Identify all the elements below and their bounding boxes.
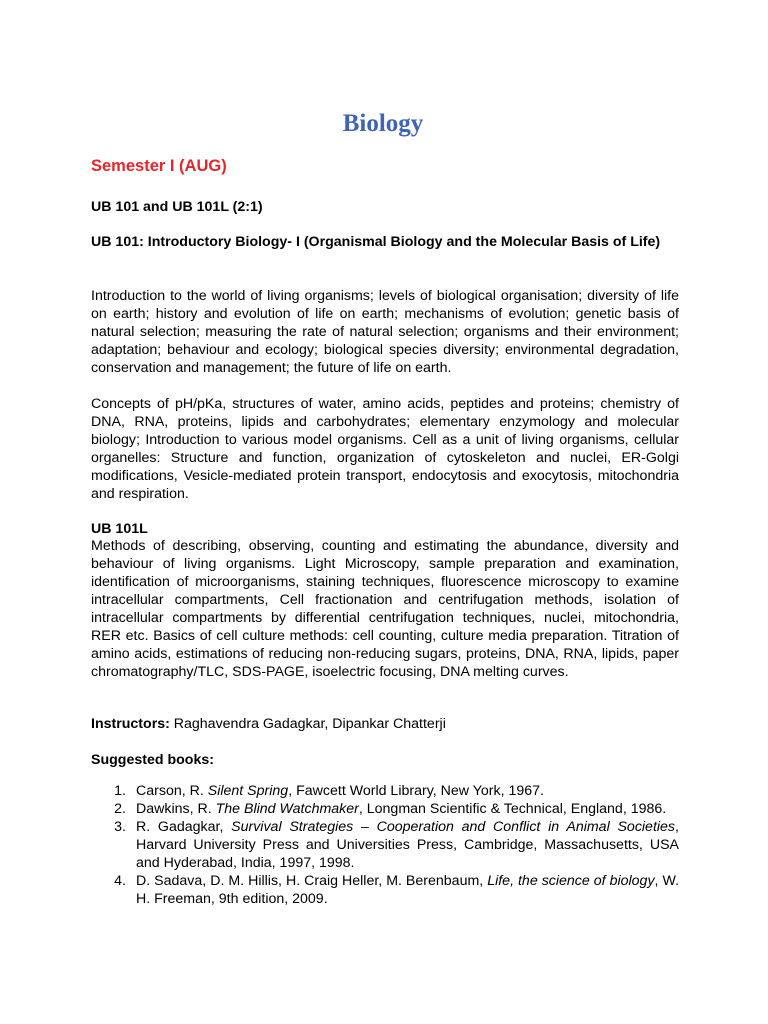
book-author: Dawkins, R. bbox=[136, 801, 216, 817]
book-title: Silent Spring bbox=[207, 783, 289, 799]
book-author: D. Sadava, D. M. Hillis, H. Craig Heller, M. Berenbaum, bbox=[136, 873, 488, 889]
course-title: UB 101: Introductory Biology- I (Organismal Biology and the Molecular Basis of Life) bbox=[91, 234, 661, 250]
book-author: R. Gadagkar, bbox=[136, 819, 232, 835]
lab-heading: UB 101L bbox=[91, 521, 148, 537]
book-title: Life, the science of biology bbox=[487, 873, 655, 889]
book-number: 1. bbox=[114, 783, 126, 799]
book-item bbox=[91, 800, 679, 818]
instructors-line bbox=[91, 715, 679, 733]
page-title: Biology bbox=[342, 110, 424, 137]
suggested-books-list bbox=[91, 782, 679, 908]
book-number: 4. bbox=[114, 873, 126, 889]
book-publication: , Longman Scientific & Technical, England, 1986. bbox=[358, 801, 667, 817]
suggested-books-heading: Suggested books: bbox=[91, 752, 214, 768]
instructors-names: Raghavendra Gadagkar, Dipankar Chatterji bbox=[169, 716, 446, 732]
book-publication: , Harvard University Press and Universities Press, Cambridge, Massachusetts, USA and Hyderabad, India, 1997, 1998. bbox=[136, 819, 679, 871]
book-number: 3. bbox=[114, 819, 126, 835]
book-item bbox=[91, 818, 679, 872]
instructors-label: Instructors: bbox=[91, 716, 170, 732]
book-item bbox=[91, 782, 679, 800]
book-item bbox=[91, 872, 679, 908]
course-description-paragraph-2: Concepts of pH/pKa, structures of water, amino acids, peptides and proteins; chemistry of DNA, RNA, proteins, lipids and carbohydrates; elementary enzymology and molecular biology; Introduction to various model organisms. Cell as a unit of living organisms, cellular organelles: Structure and function, organization of cytoskeleton and nuclei, ER-Golgi modifications, Vesicle-mediated protein transport, endocytosis and exocytosis, mitochondria and respiration. bbox=[91, 396, 679, 502]
book-author: Carson, R. bbox=[136, 783, 208, 799]
semester-heading: Semester I (AUG) bbox=[91, 157, 227, 175]
lab-description: Methods of describing, observing, counting and estimating the abundance, diversity and behaviour of living organisms. Light Microscopy, sample preparation and examination, identification of microorganisms, staining techniques, fluorescence microscopy to examine intracellular compartments, Cell fractionation and centrifugation methods, isolation of intracellular compartments by differential centrifugation techniques, nuclei, mitochondria, RER etc. Basics of cell culture methods: cell counting, culture media preparation. Titration of amino acids, estimations of reducing non-reducing sugars, proteins, DNA, RNA, lipids, paper chromatography/TLC, SDS-PAGE, isoelectric focusing, DNA melting curves. bbox=[91, 538, 679, 680]
course-code-line: UB 101 and UB 101L (2:1) bbox=[91, 199, 263, 215]
book-publication: , W. H. Freeman, 9th edition, 2009. bbox=[136, 873, 680, 907]
book-number: 2. bbox=[114, 801, 126, 817]
book-publication: , Fawcett World Library, New York, 1967. bbox=[288, 783, 544, 799]
course-description-paragraph-1: Introduction to the world of living organisms; levels of biological organisation; diversity of life on earth; history and evolution of life on earth; mechanisms of evolution; genetic basis of natural selection; measuring the rate of natural selection; organisms and their environment; adaptation; behaviour and ecology; biological species diversity; environmental degradation, conservation and management; the future of life on earth. bbox=[91, 288, 679, 376]
book-title: The Blind Watchmaker bbox=[215, 801, 359, 817]
book-title: Survival Strategies – Cooperation and Conflict in Animal Societies bbox=[231, 819, 676, 835]
